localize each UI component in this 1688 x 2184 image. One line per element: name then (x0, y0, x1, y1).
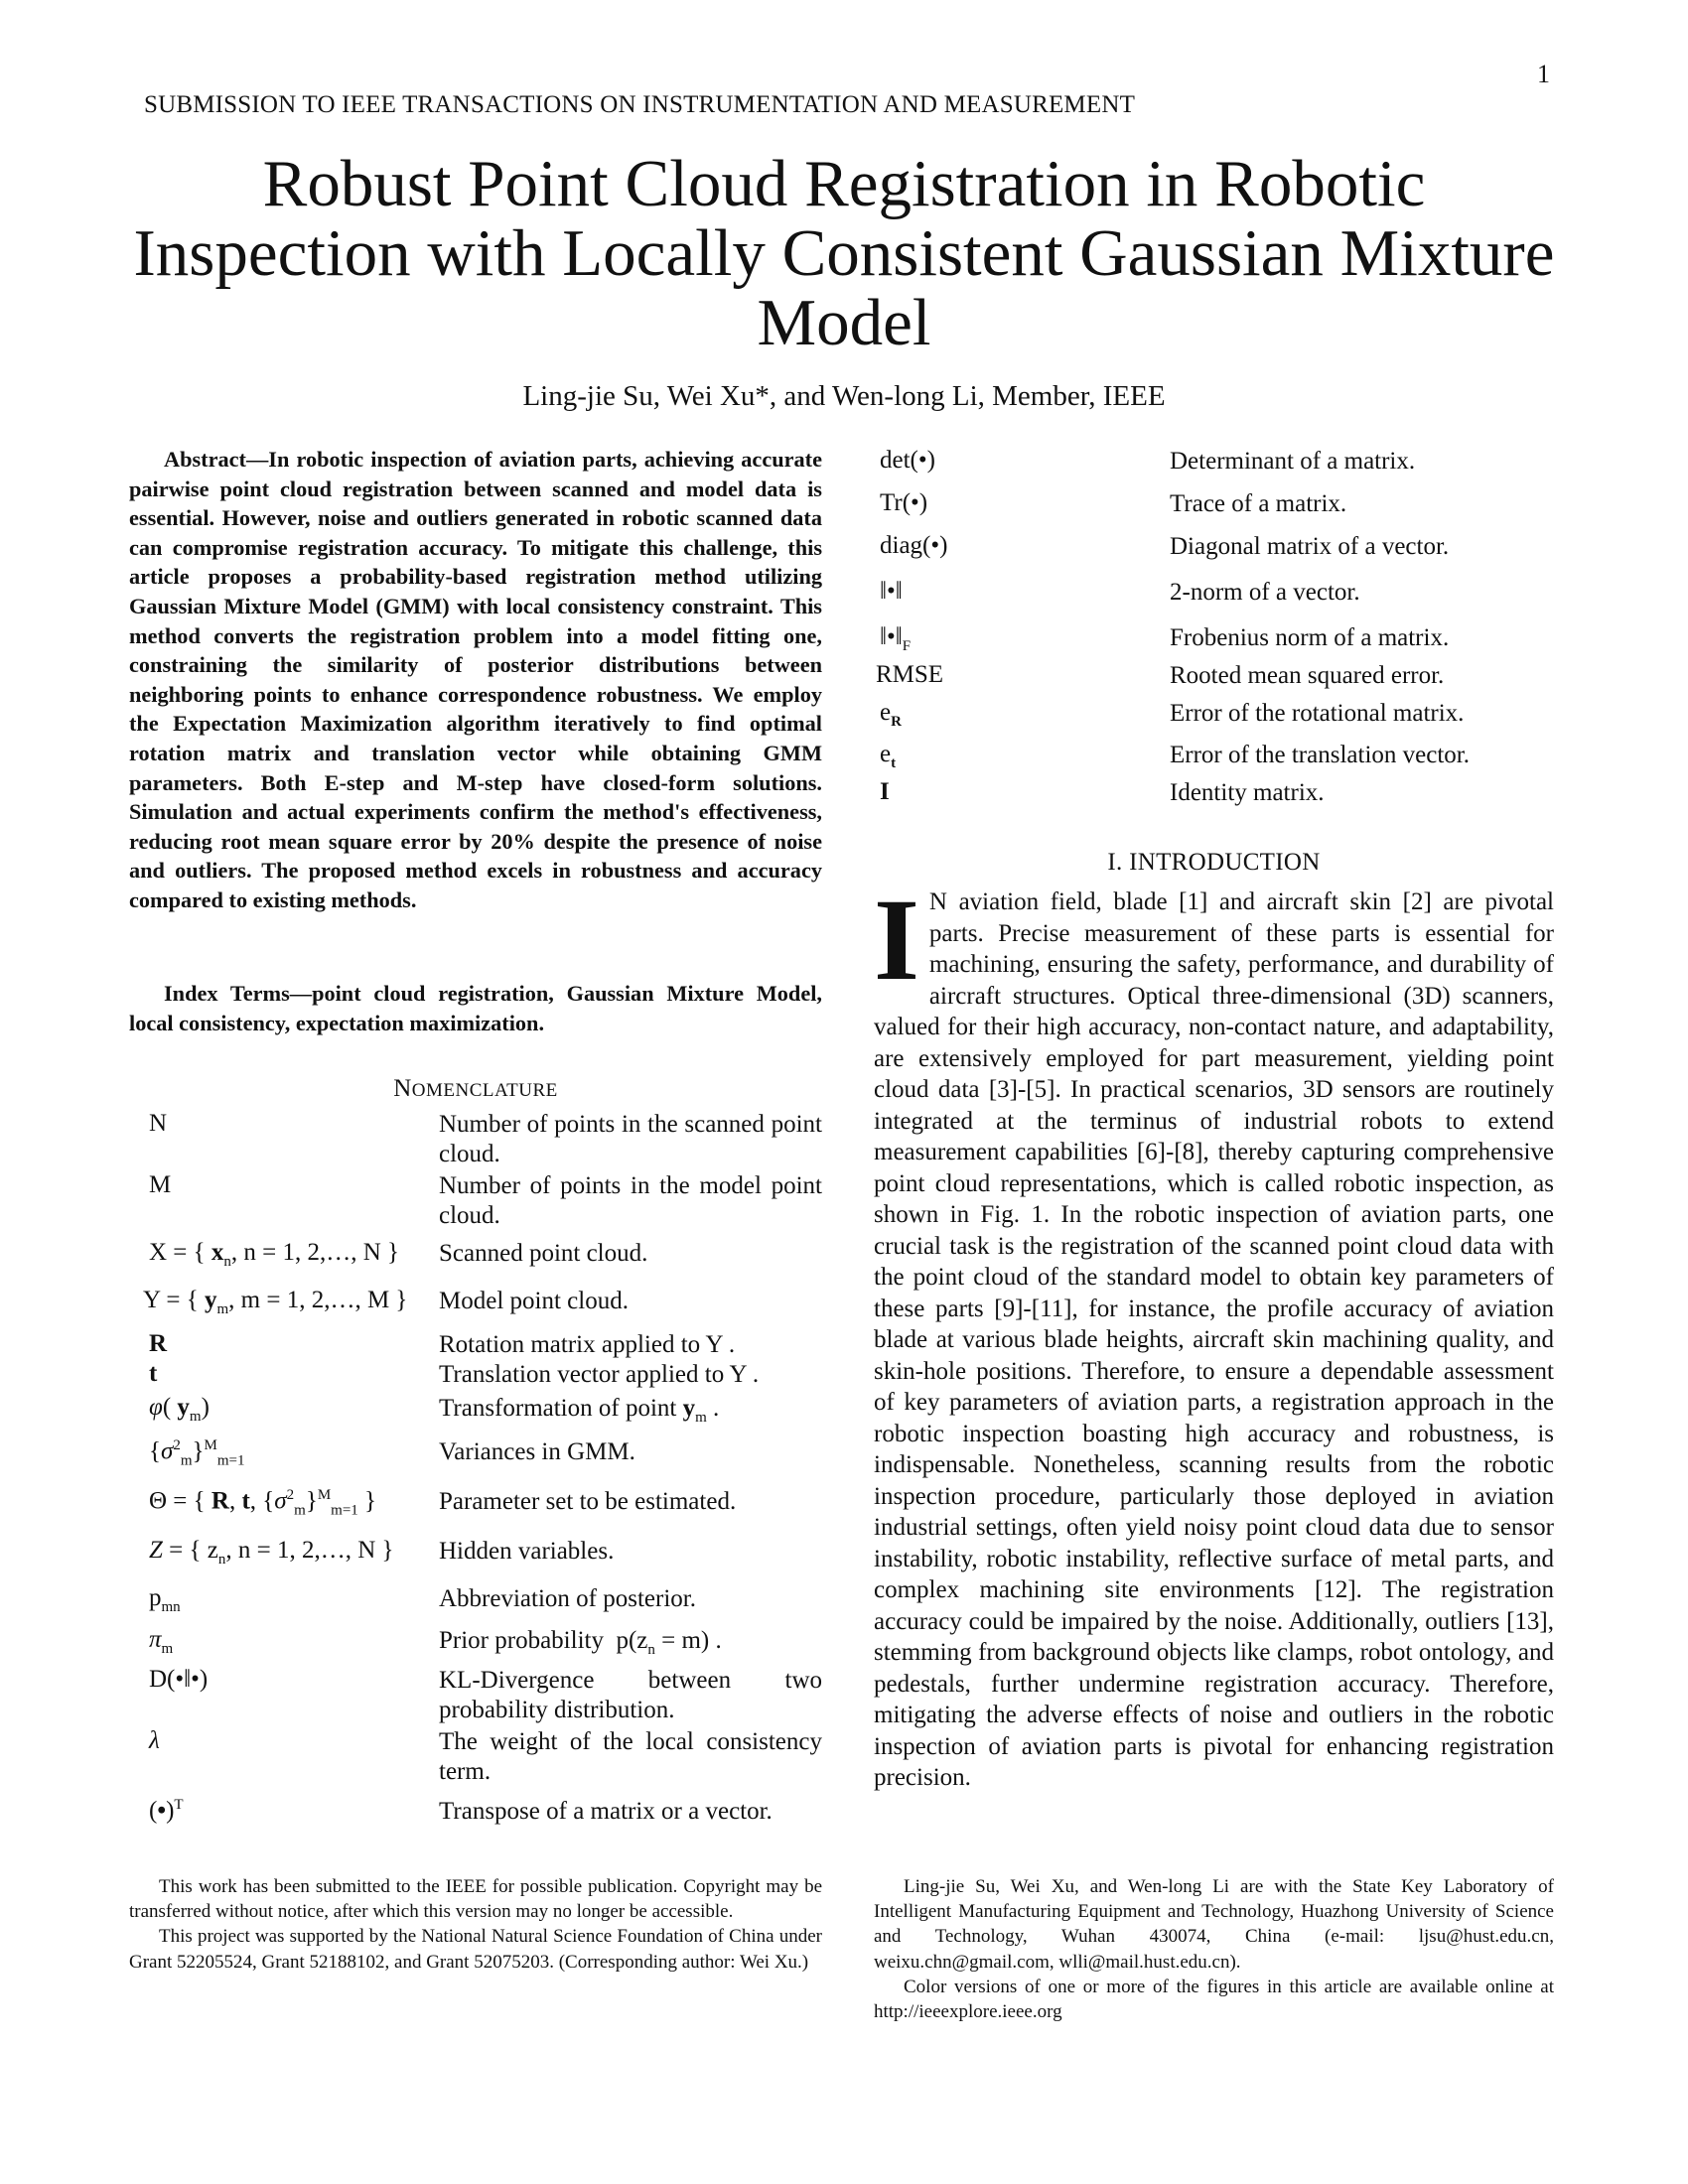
nomenclature-description: Diagonal matrix of a vector. (1170, 533, 1450, 560)
nomenclature-symbol: ‖•‖ (880, 578, 903, 605)
title-line-1: Robust Point Cloud Registration in Robotic (262, 147, 1426, 220)
footnote-submission-notice: This work has been submitted to the IEEE for possible publication. Copyright may be transferred without notice, after which this version may no longer be accessible. (129, 1876, 822, 1923)
nomenclature-description: Rooted mean squared error. (1170, 662, 1445, 689)
nomenclature-description: Rotation matrix applied to Y . (439, 1331, 736, 1358)
nomenclature-symbol: $p_{mn}$ (149, 1584, 181, 1615)
nomenclature-symbol: diag(•) (880, 532, 948, 559)
nomenclature-symbol: Y = { $y_m$, m = 1, 2,…, M } (143, 1287, 408, 1317)
nomenclature-symbol: X = { $x_n$, n = 1, 2,…, N } (149, 1239, 400, 1270)
paper-title (99, 149, 1589, 357)
footnote-affiliation: Ling-jie Su, Wei Xu, and Wen-long Li are with the State Key Laboratory of Intelligent Manufacturing Equipment and Technology, Huazhong University of Science and Technology, Wuhan 430074, China (e-mail: ljsu@hust.edu.cn, weixu.chn@gmail.com, wlli@mail.hust.edu.cn). (874, 1876, 1554, 1973)
nomenclature-description: Transpose of a matrix or a vector. (439, 1798, 773, 1825)
nomenclature-description: Model point cloud. (439, 1288, 629, 1314)
nomenclature-symbol: (•)$^T$ (149, 1797, 184, 1825)
nomenclature-symbol: t (149, 1360, 158, 1387)
footnote-funding: This project was supported by the National Natural Science Foundation of China under Grant 52205524, Grant 52188102, and Grant 52075203. (Corresponding author: Wei Xu.) (129, 1926, 822, 1973)
nomenclature-description: Variances in GMM. (439, 1438, 635, 1465)
nomenclature-symbol: D(•‖•) (149, 1666, 209, 1693)
nomenclature-symbol: $e_R$ (880, 699, 902, 730)
abstract-label: Abstract— (164, 447, 269, 472)
nomenclature-symbol: $\{\sigma^2_m\}^M_{m=1}$ (149, 1437, 245, 1469)
nomenclature-symbol: φ( $y_m$) (149, 1394, 210, 1425)
footnote-right (874, 1874, 1554, 2024)
nomenclature-description: The weight of the local consistency term. (439, 1728, 822, 1785)
nomenclature-heading-rest: OMENCLATURE (411, 1080, 558, 1101)
footnote-left (129, 1874, 822, 1975)
nomenclature-symbol: $‖•‖_F$ (880, 623, 912, 654)
title-line-2: Inspection with Locally Consistent Gaussian Mixture (133, 216, 1555, 290)
nomenclature-description: Prior probability $p(z_n = m)$ . (439, 1627, 722, 1658)
nomenclature-symbol: R (149, 1330, 168, 1357)
nomenclature-heading-initial: N (393, 1075, 412, 1102)
introduction-body (874, 875, 1554, 1794)
index-terms-text: point cloud registration, Gaussian Mixture Model, local consistency, expectation maximization. (129, 981, 822, 1035)
nomenclature-symbol: $e_t$ (880, 741, 897, 771)
nomenclature-description: KL-Divergence between two probability distribution. (439, 1667, 822, 1723)
nomenclature-heading (129, 1075, 822, 1103)
nomenclature-description: Frobenius norm of a matrix. (1170, 624, 1450, 651)
nomenclature-description: Identity matrix. (1170, 779, 1325, 806)
author-list: Ling-jie Su, Wei Xu*, and Wen-long Li, Member, IEEE (522, 380, 1166, 412)
nomenclature-description: Parameter set to be estimated. (439, 1488, 737, 1515)
nomenclature-description: Trace of a matrix. (1170, 490, 1347, 517)
nomenclature-description: Number of points in the scanned point cloud. (439, 1111, 822, 1167)
nomenclature-description: Determinant of a matrix. (1170, 448, 1416, 475)
nomenclature-description: Abbreviation of posterior. (439, 1585, 696, 1612)
nomenclature-symbol: M (149, 1171, 172, 1198)
nomenclature-description: Transformation of point $y_m$ . (439, 1395, 720, 1426)
index-terms (129, 979, 822, 1037)
nomenclature-description: Translation vector applied to Y . (439, 1361, 760, 1388)
drop-cap: I (874, 875, 919, 1005)
footnote-color-versions: Color versions of one or more of the figures in this article are available online at http://ieeexplore.ieee.org (874, 1976, 1554, 2023)
nomenclature-description: Number of points in the model point cloud. (439, 1172, 822, 1229)
nomenclature-symbol: $\pi_m$ (149, 1626, 174, 1657)
section-heading-introduction: I. INTRODUCTION (1107, 849, 1321, 876)
nomenclature-symbol: λ (149, 1727, 160, 1754)
nomenclature-symbol: RMSE (876, 661, 944, 688)
nomenclature-symbol: Θ = { R, t, $\{\sigma^2_m\}^M_{m=1}$ } (149, 1487, 377, 1519)
nomenclature-description: Hidden variables. (439, 1538, 615, 1565)
nomenclature-symbol: Tr(•) (880, 489, 928, 516)
abstract (129, 445, 822, 915)
nomenclature-symbol: I (880, 778, 890, 805)
nomenclature-description: Error of the rotational matrix. (1170, 700, 1465, 727)
introduction-text: N aviation field, blade [1] and aircraft skin [2] are pivotal parts. Precise measurement of these parts is essential for machining, ensuring the safety, performance, and durability of aircraft structures. Optical three-dimensional (3D) scanners, valued for their high accuracy, non-contact nature, and adaptability, are extensively employed for part measurement, yielding point cloud data [3]-[5]. In practical scenarios, 3D sensors are routinely integrated at the terminus of industrial robots to extend measurement capabilities [6]-[8], thereby capturing comprehensive point cloud representations, which is called robotic inspection, as shown in Fig. 1. In the robotic inspection of aviation parts, one crucial task is the registration of the scanned point cloud data with the point cloud of the standard model to obtain key parameters of these parts [9]-[11], for instance, the profile accuracy of aviation blade at various blade heights, aircraft skin machining quality, and skin-hole positions. Therefore, to ensure a dependable assessment of key parameters of aviation parts, a registration approach in the robotic inspection boasting high accuracy and robustness, is indispensable. Nonetheless, scanning results from the robotic inspection procedure, particularly those deployed in aviation industrial settings, often yield noisy point cloud data due to sensor instability, robotic instability, reflective surface of metal parts, and complex machining site environments [12]. The registration accuracy could be impaired by the noise. Additionally, outliers [13], stemming from background objects like clamps, robot ontology, and pedestals, further undermine registration accuracy. Therefore, mitigating the adverse effects of noise and outliers in the robotic inspection of aviation parts is pivotal for enhancing registration precision. (874, 888, 1554, 1791)
nomenclature-description: Scanned point cloud. (439, 1240, 648, 1267)
page-number: 1 (1537, 60, 1550, 88)
nomenclature-symbol: det(•) (880, 447, 935, 474)
abstract-text: In robotic inspection of aviation parts, achieving accurate pairwise point cloud registration between scanned and model data is essential. However, noise and outliers generated in robotic scanned data can compromise registration accuracy. To mitigate this challenge, this article proposes a probability-based registration method utilizing Gaussian Mixture Model (GMM) with local consistency constraint. This method converts the registration problem into a model fitting one, constraining the similarity of posterior distributions between neighboring points to enhance correspondence robustness. We employ the Expectation Maximization algorithm iteratively to find optimal rotation matrix and translation vector while obtaining GMM parameters. Both E-step and M-step have closed-form solutions. Simulation and actual experiments confirm the method's effectiveness, reducing root mean square error by 20% despite the presence of noise and outliers. The proposed method excels in robustness and accuracy compared to existing methods. (129, 447, 822, 912)
nomenclature-description: 2-norm of a vector. (1170, 579, 1360, 606)
nomenclature-symbol: N (149, 1110, 168, 1137)
running-head: SUBMISSION TO IEEE TRANSACTIONS ON INSTRUMENTATION AND MEASUREMENT (144, 91, 1136, 118)
index-terms-label: Index Terms— (164, 981, 313, 1006)
nomenclature-symbol: Z = { $z_n$, n = 1, 2,…, N } (149, 1537, 394, 1568)
nomenclature-description: Error of the translation vector. (1170, 742, 1470, 768)
title-line-3: Model (757, 286, 931, 359)
